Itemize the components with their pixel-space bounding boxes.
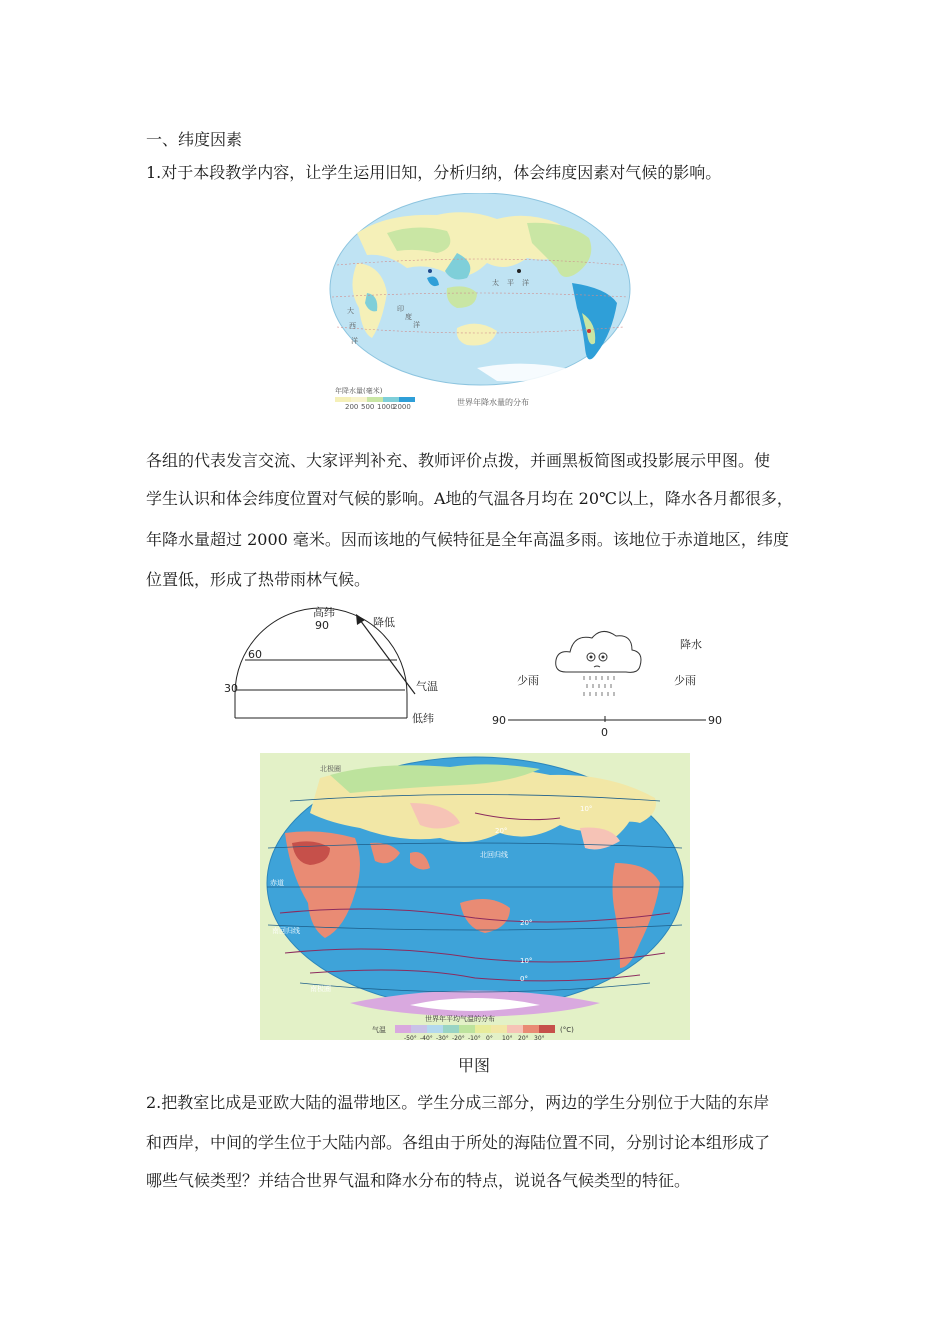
svg-text:洋: 洋 xyxy=(413,321,420,329)
paragraph-line-4: 位置低，形成了热带雨林气候。 xyxy=(146,570,371,589)
svg-text:-50°: -50° xyxy=(404,1035,417,1040)
svg-text:-40°: -40° xyxy=(420,1035,433,1040)
item-2-line-3: 哪些气候类型？并结合世界气温和降水分布的特点，说说各气候类型的特征。 xyxy=(146,1171,691,1190)
svg-text:-20°: -20° xyxy=(452,1035,465,1040)
svg-text:洋: 洋 xyxy=(351,337,358,345)
section-title: 一、纬度因素 xyxy=(146,130,243,149)
item-2-line-2: 和西岸，中间的学生位于大陆内部。各组由于所处的海陆位置不同，分别讨论本组形成了 xyxy=(146,1133,771,1152)
svg-text:10°: 10° xyxy=(580,805,593,813)
svg-text:10°: 10° xyxy=(502,1035,513,1040)
svg-text:年降水量(毫米): 年降水量(毫米) xyxy=(335,387,383,395)
low-lat-label: 低纬 xyxy=(412,712,434,725)
svg-text:太: 太 xyxy=(492,279,499,287)
svg-text:印: 印 xyxy=(397,305,404,313)
svg-text:世界年平均气温的分布: 世界年平均气温的分布 xyxy=(425,1015,495,1023)
lat-60-label: 60 xyxy=(248,648,262,661)
svg-text:500: 500 xyxy=(361,403,375,411)
svg-text:平: 平 xyxy=(507,279,514,287)
svg-text:30°: 30° xyxy=(534,1035,545,1040)
latitude-diagram xyxy=(220,604,450,732)
temperature-map xyxy=(260,753,690,1040)
less-rain-right: 少雨 xyxy=(674,674,696,687)
axis-center-label: 0 xyxy=(601,726,608,739)
svg-text:北极圈: 北极圈 xyxy=(320,765,341,773)
svg-text:世界年降水量的分布: 世界年降水量的分布 xyxy=(457,398,529,407)
svg-text:气温: 气温 xyxy=(372,1026,386,1034)
paragraph-line-1: 各组的代表发言交流、大家评判补充、教师评价点拨，并画黑板简图或投影展示甲图。使 xyxy=(146,451,771,470)
point-a-marker xyxy=(428,269,432,273)
high-lat-label: 高纬 xyxy=(313,606,335,619)
precipitation-map xyxy=(327,193,633,411)
paragraph-line-3: 年降水量超过 2000 毫米。因而该地的气候特征是全年高温多雨。该地位于赤道地区，纬度 xyxy=(146,530,789,549)
svg-text:度: 度 xyxy=(405,313,412,321)
precip-dec-label: 降低 xyxy=(373,616,395,629)
precip-label: 降水 xyxy=(680,638,702,651)
lat-30-label: 30 xyxy=(224,682,238,695)
svg-text:北回归线: 北回归线 xyxy=(480,851,508,859)
lat-90-label: 90 xyxy=(315,619,329,632)
svg-text:2000: 2000 xyxy=(393,403,411,411)
item-2-line-1: 2.把教室比成是亚欧大陆的温带地区。学生分成三部分，两边的学生分别位于大陆的东岸 xyxy=(146,1093,770,1112)
item-1-text: 1.对于本段教学内容，让学生运用旧知，分析归纳，体会纬度因素对气候的影响。 xyxy=(146,163,722,182)
svg-text:赤道: 赤道 xyxy=(270,879,284,887)
svg-text:1000: 1000 xyxy=(377,403,395,411)
figure-caption: 甲图 xyxy=(458,1056,491,1075)
svg-text:南极圈: 南极圈 xyxy=(310,985,331,993)
svg-text:20°: 20° xyxy=(520,919,533,927)
svg-text:0°: 0° xyxy=(486,1035,493,1040)
rain-diagram xyxy=(488,622,728,740)
svg-text:-10°: -10° xyxy=(468,1035,481,1040)
svg-text:大: 大 xyxy=(347,307,354,315)
svg-text:200: 200 xyxy=(345,403,359,411)
paragraph-line-2: 学生认识和体会纬度位置对气候的影响。A地的气温各月均在 20℃以上，降水各月都很多， xyxy=(146,489,793,508)
temp-label: 气温 xyxy=(416,680,438,693)
axis-right-label: 90 xyxy=(708,714,722,727)
svg-text:西: 西 xyxy=(349,322,356,330)
svg-text:10°: 10° xyxy=(520,957,533,965)
less-rain-left: 少雨 xyxy=(517,674,539,687)
svg-text:0°: 0° xyxy=(520,975,528,983)
svg-text:20°: 20° xyxy=(518,1035,529,1040)
axis-left-label: 90 xyxy=(492,714,506,727)
svg-text:南回归线: 南回归线 xyxy=(272,927,300,935)
svg-text:洋: 洋 xyxy=(522,279,529,287)
svg-text:20°: 20° xyxy=(495,827,508,835)
svg-text:(°C): (°C) xyxy=(560,1026,574,1034)
svg-text:-30°: -30° xyxy=(436,1035,449,1040)
